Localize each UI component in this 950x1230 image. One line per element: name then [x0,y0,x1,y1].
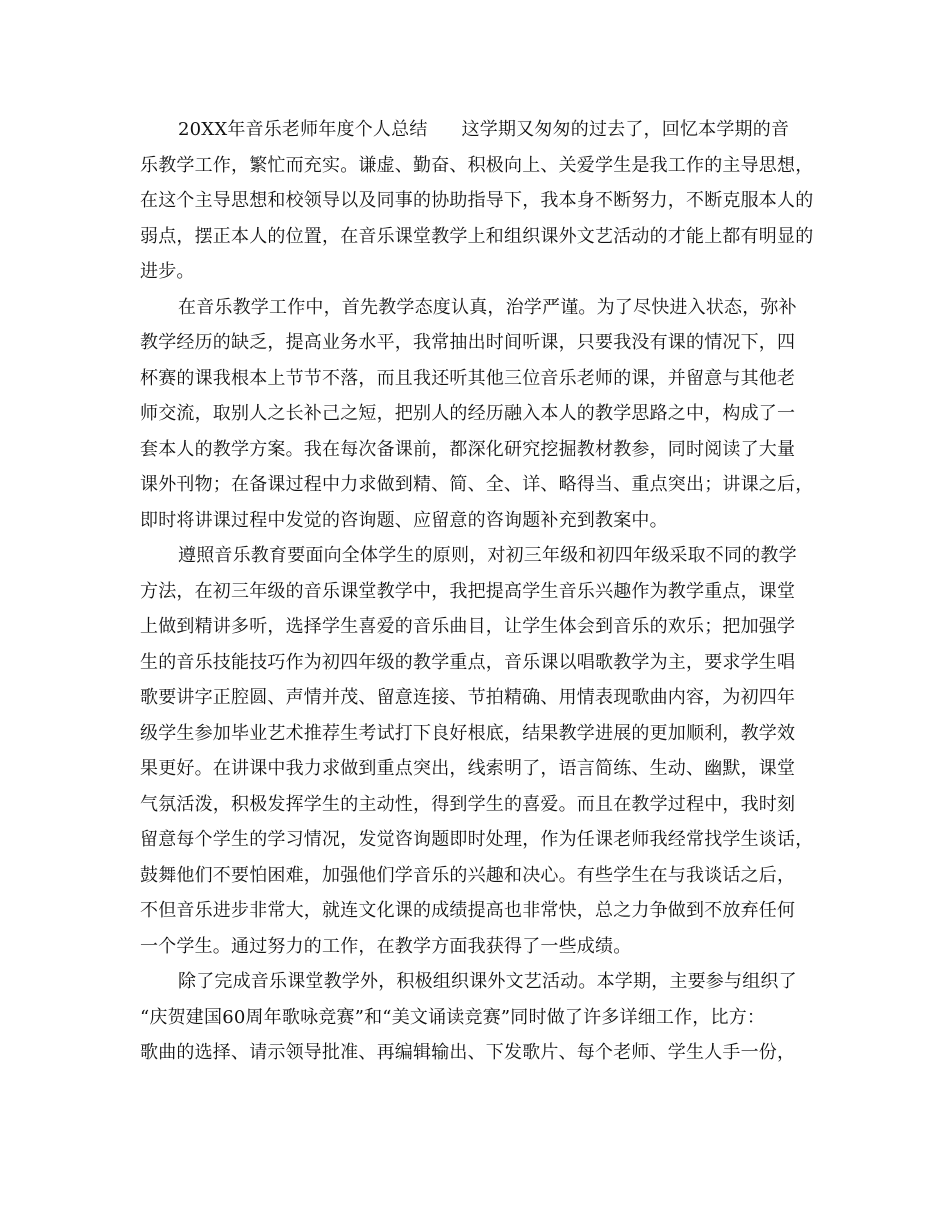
text-line: 师交流，取别人之长补己之短，把别人的经历融入本人的教学思路之中，构成了一 [140,403,796,424]
text-line: 进步。 [140,261,195,282]
text-line: 歌曲的选择、请示领导批准、再编辑输出、下发歌片、每个老师、学生人手一份， [140,1042,796,1063]
text-line: 生的音乐技能技巧作为初四年级的教学重点，音乐课以唱歌教学为主，要求学生唱 [140,651,796,673]
text-line: 上做到精讲多听，选择学生喜爱的音乐曲目，让学生体会到音乐的欢乐；把加强学 [140,616,796,637]
text-line: 遵照音乐教育要面向全体学生的原则，对初三年级和初四年级采取不同的教学 [178,545,797,566]
document-body [140,112,820,1071]
text-line: “庆贺建国60周年歌咏竞赛”和“美文诵读竞赛”同时做了许多详细工作，比方： [140,1006,766,1028]
text-line: 级学生参加毕业艺术推荐生考试打下良好根底，结果教学进展的更加顺利，教学效 [140,722,796,744]
text-line: 一个学生。通过努力的工作，在教学方面我获得了一些成绩。 [140,935,632,957]
text-line [140,112,820,148]
text-line: 不但音乐进步非常大，就连文化课的成绩提高也非常快，总之力争做到不放弃任何 [140,900,796,921]
text-line: 套本人的教学方案。我在每次备课前，都深化研究挖掘教材教参，同时阅读了大量 [140,438,796,460]
document-title: 20XX年音乐老师年度个人总结 [178,119,428,140]
text-line: 乐教学工作，繁忙而充实。谦虚、勤奋、积极向上、关爱学生是我工作的主导思想， [140,154,814,176]
text-line: 除了完成音乐课堂教学外，积极组织课外文艺活动。本学期，主要参与组织了 [178,971,797,992]
text-line: 鼓舞他们不要怕困难，加强他们学音乐的兴趣和决心。有些学生在与我谈话之后， [140,864,796,886]
text-line: 弱点，摆正本人的位置，在音乐课堂教学上和组织课外文艺活动的才能上都有明显的 [140,225,814,247]
text-line: 即时将讲课过程中发觉的咨询题、应留意的咨询题补充到教案中。 [140,509,668,531]
text-line: 留意每个学生的学习情况，发觉咨询题即时处理，作为任课老师我经常找学生谈话， [140,829,814,850]
text-line: 果更好。在讲课中我力求做到重点突出，线索明了，语言简练、生动、幽默，课堂 [140,758,796,779]
text-line: 歌要讲字正腔圆、声情并茂、留意连接、节拍精确、用情表现歌曲内容，为初四年 [140,687,796,708]
text-line: 教学经历的缺乏，提高业务水平，我常抽出时间听课，只要我没有课的情况下，四 [140,332,796,353]
text-line: 气氛活泼，积极发挥学生的主动性，得到学生的喜爱。而且在教学过程中，我时刻 [140,793,796,815]
paragraph-text: 这学期又匆匆的过去了，回忆本学期的音 [461,119,790,140]
text-line: 方法，在初三年级的音乐课堂教学中，我把提高学生音乐兴趣作为教学重点，课堂 [140,580,796,602]
text-line: 在音乐教学工作中，首先教学态度认真，治学严谨。为了尽快进入状态，弥补 [178,296,797,318]
text-line: 杯赛的课我根本上节节不落，而且我还听其他三位音乐老师的课，并留意与其他老 [140,367,796,389]
text-line: 课外刊物；在备课过程中力求做到精、简、全、详、略得当、重点突出；讲课之后， [140,474,814,495]
text-line: 在这个主导思想和校领导以及同事的协助指导下，我本身不断努力，不断克服本人的 [140,190,814,211]
